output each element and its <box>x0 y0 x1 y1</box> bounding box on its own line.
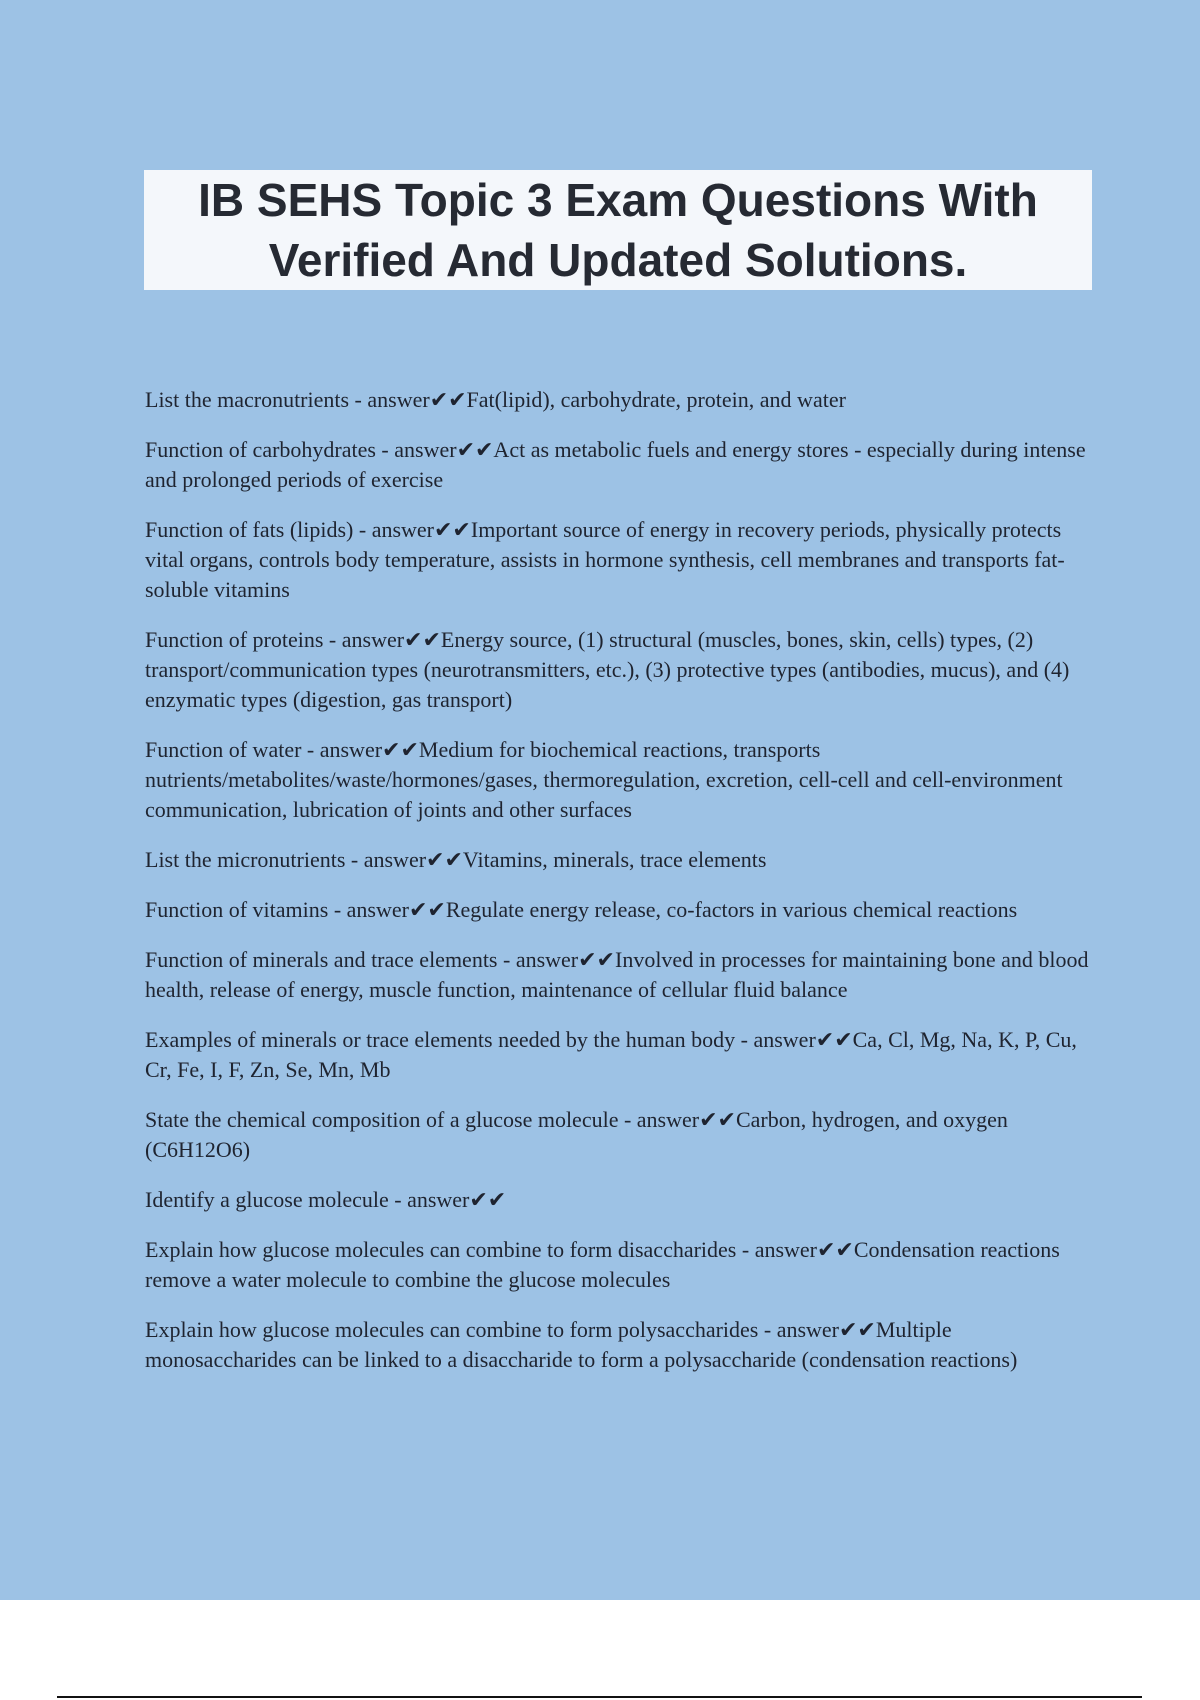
qa-item: List the macronutrients - answer✔✔Fat(lipid), carbohydrate, protein, and water <box>145 387 846 412</box>
footer-divider <box>57 1696 1142 1698</box>
qa-item: Function of vitamins - answer✔✔Regulate energy release, co-factors in various chemical reactions <box>145 897 1018 922</box>
qa-item: Identify a glucose molecule - answer✔✔ <box>145 1187 507 1212</box>
qa-item: State the chemical composition of a glucose molecule - answer✔✔Carbon, hydrogen, and oxygen (C6H12O6) <box>145 1107 1008 1162</box>
qa-list <box>145 385 1090 1395</box>
qa-item: Explain how glucose molecules can combine to form disaccharides - answer✔✔Condensation reactions remove a water molecule to combine the glucose molecules <box>145 1237 1060 1292</box>
document-title: IB SEHS Topic 3 Exam Questions With Verified And Updated Solutions. <box>198 174 1038 286</box>
qa-item: Examples of minerals or trace elements needed by the human body - answer✔✔Ca, Cl, Mg, Na, K, P, Cu, Cr, Fe, I, F, Zn, Se, Mn, Mb <box>145 1027 1077 1082</box>
qa-item: Function of proteins - answer✔✔Energy source, (1) structural (muscles, bones, skin, cells) types, (2) transport/communication types (neurotransmitters, etc.), (3) protective types (antibodies, mucus), and (4) enzymatic types (digestion, gas transport) <box>145 627 1070 712</box>
qa-item: Explain how glucose molecules can combine to form polysaccharides - answer✔✔Multiple monosaccharides can be linked to a disaccharide to form a polysaccharide (condensation reactions) <box>145 1317 1018 1372</box>
title-banner <box>144 170 1092 290</box>
qa-item: Function of fats (lipids) - answer✔✔Important source of energy in recovery periods, physically protects vital organs, controls body temperature, assists in hormone synthesis, cell membranes and transports fat-soluble vitamins <box>145 517 1065 602</box>
qa-item: Function of water - answer✔✔Medium for biochemical reactions, transports nutrients/metabolites/waste/hormones/gases, thermoregulation, excretion, cell-cell and cell-environment communication, lubrication of joints and other surfaces <box>145 737 1063 822</box>
qa-item: List the micronutrients - answer✔✔Vitamins, minerals, trace elements <box>145 847 767 872</box>
qa-item: Function of minerals and trace elements - answer✔✔Involved in processes for maintaining bone and blood health, release of energy, muscle function, maintenance of cellular fluid balance <box>145 947 1089 1002</box>
qa-item: Function of carbohydrates - answer✔✔Act as metabolic fuels and energy stores - especially during intense and prolonged periods of exercise <box>145 437 1086 492</box>
